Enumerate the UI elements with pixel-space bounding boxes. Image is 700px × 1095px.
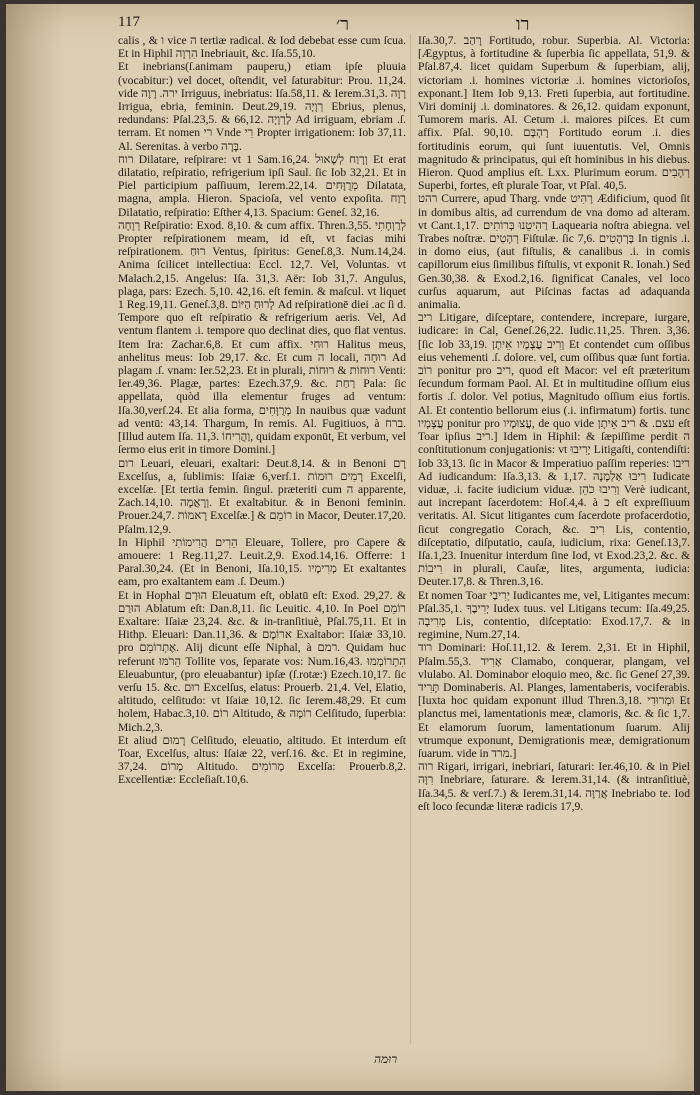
- running-head-center: ר׳: [336, 14, 349, 34]
- book-page: [6, 4, 694, 1091]
- paragraph: רְוָחָה Reſpiratio: Exod. 8,10. & cum affix. Thren.3,55. לְרַוְחָתִי Propter reſpirationem meam, id eſt, vt facias mihi reſpirationem. רוּחַ Ventus, ſpiritus: Geneſ.8,3. Num.14,24. Anima ſcilicet intellectiua: Eccl. 12,7. Vel, Voluntas. vt Malach.2,15. Angelus: Iſa. 31,3. Aër: Iob 31,7. Angulus, plaga, pars: Ezech. 5,10. 42,16. eſt femin. & maſcul. vt liquet 1 Reg.19,11. Geneſ.3,8. לְרוּחַ הַיּוֹם Ad reſpirationē diei .ac ſi d. Tempore quo eſt reſpiratio & refrigerium aeris. Vel, Ad ventum flantem .i. tempore quo declinat dies, quo flat ventus. Item Ira: Zachar.6,8. Et cum affix. רוּחִי Halitus meus, anhelitus meus: Iob 29,17. &c. Et cum ה locali, רוּחָה Ad plagam .ſ. vnam: Ier.52,23. Et in plurali, רוּחוֹת & רוּחוֹת Venti: Ier.49,36. Plagæ, partes: Ezech.37,9. &c. רַחַת Pala: ſic appellata, quòd illa elementur fruges ad ventum: Iſa.30,verſ.24. Et alia forma, מְרֻוָּחִים In nauibus quæ vadunt ad ventū: 43,14. Thargum, In remis. Al. Fugitiuos, à ברח. [Illud autem Iſa. 11,3. וַהֲרִיחוֹ, quidam exponūt, Et verbum, vel ſermo eius erit in timore Domini.]: [118, 218, 406, 457]
- running-head-right: רו: [516, 14, 530, 34]
- paragraph: ריב Litigare, diſceptare, contendere, increpare, iurgare, iudicare: in Cal, Geneſ.26,22. Iudic.11,25. Thren. 3,36. [ſic Iob 33,19. וְרִיב עֲצָמָיו אֵיתָן Et contendet cum oſſibus eius vehementi .ſ. dolore. vel, cum oſſibus quæ ſunt fortia. רוֹב ponitur pro ריב, quod eſt Macor: vel eſt præteritum ſecundum formam Paol. Al. Et in multitudine oſſium eius fortis .ſ. dolor. Vel potius, Magnitudo oſſium eius fortis. Al. Et contentio bellorum eius (.i. infirmatum) fortis. tunc עֲצָמָיו ponitur pro עֲצוּמָיו, de quo vide עצם. & ריב אֵיתָן eſt Toar ipſius ריב.] Idem in Hiphil: & ſæpiſſime perdit ה conſtitutionum conjugationis: vt יָרִיבוּ Litigaſti, contendiſti: Iob 33,13. ſic in Macor & Imperatiuo paſſim reperies: ריבו Ad iudicandum: Iſa.3,13. & 1,17. רִיבוּ אַלְמָנָה Iudicate viduæ, .i. facite iudicium viduæ. וְרִיבוּ כֹהֵן Verè iudicant, aut increpant ſacerdotem: Hoſ.4,4. à כ eſt expreſſiuum veritatis. Al. Sicut litigantes cum ſacerdote profacerdotio, ſicut congregatio Corach, &c. רִיב Lis, contentio, diſceptatio, diſputatio, cauſa, iudicium, rixa: Geneſ.13,7. Iſa.1,23. Inuenitur interdum ſine Iod, vt Exod.23,2. &c. & רִיבוֹת in plurali, Cauſæ, lites, argumenta, iudicia: Deuter.17,8. & Thren.3,16.: [418, 311, 690, 589]
- paragraph: Et inebrians(ſ.animam pauperu,) etiam ipſe pluuia (vocabitur:) vel docet, oſtendit, vel ſaturabitur: Prou. 11,24. vide ירה. רָוֶה Irriguus, inebriatus: Iſa.58,11. & Ierem.31,3. רָוָה Irrigua, ebria, feminin. Deut.29,19. רְוָיָה Ebrius, plenus, redundans: Pſal.23,5. & 66,12. לָרְוָיָה Ad irriguam, ebriam .ſ. terram. Et nomen רי Vnde רִי Propter irrigationem: Iob 37,11. Al. Serenitas. à verbo בָּרָה.: [118, 60, 406, 153]
- page-number: 117: [118, 14, 140, 30]
- right-column: [418, 34, 690, 1044]
- paragraph: Et in Hophal הוּרַם Eleuatum eſt, oblatū eſt: Exod. 29,27. & הוּרַם Ablatum eſt: Dan.8,11. ſic Leuitic. 4,10. In Poel רוֹמֵם Exaltare: Iſaiæ 23,24. &c. & in-tranſitiuè, Pſal.75,11. Et in Hithp. Eleuari: Dan.11,36. & ארוֹמָם Exaltabor: Iſaiæ 33,10. pro אֶתְרוֹמֵם. Alij dicunt eſſe Niphal, à רמם. Quidam huc referunt הֵרֹמּוּ Tollite vos, ſeparate vos: Num.16,43. הִתְרוֹמְמוּ Eleuabuntur, (pro eleuabantur) ipſæ (ſ.rotæ:) Ezech.10,17. ſic verſu 15. &c. רוּם Excelſus, elatus: Prouerb. 21,4. Vel, Elatio, altitudo, celſitudo: vt Iſaiæ 10,12. ſic Ierem.48,29. Et cum holem, Habac.3,10. רוֹם Altitudo, & רוֹמָה Celſitudo, ſuperbia: Mich.2,3.: [118, 588, 406, 734]
- paragraph: רוד Dominari: Hoſ.11,12. & Ierem. 2,31. Et in Hiphil, Pſalm.55,3. אָרִיד Clamabo, conquerar, plangam, vel vlulabo. Al. Dominabor eloquio meo, &c. ſic Geneſ 27,39. תָּרִיד Dominaberis. Al. Planges, lamentaberis, vociferabis. [Iuxta hoc quidam exponunt illud Thren.3,18. וּמְרוּדִי Et planctus mei, lamentationis meæ, clamoris, &c. & ſic 1,7. Et elamorum ſuorum, lamentationum ſuarum. Alij vtrumque exponunt, Demigrationis meæ, demigrationum ſuarum. vide in מרד.]: [418, 641, 690, 760]
- paragraph: רוח Dilatare, reſpirare: vt 1 Sam.16,24. וְרָוַח לְשָׁאוּל Et erat dilatatio, reſpiratio, refrigerium ipſi Saul. ſic Iob 32,21. Et in Piel participium paſſiuum, Ierem.22,14. מְרֻוָּחִים Dilatata, magna, ampla. Hieron. Spacioſa, vel vento expoſita. רֶוַח Dilatatio, reſpiratio: Eſther 4,13. Spacium: Geneſ. 32,16.: [118, 152, 406, 219]
- paragraph: Et nomen Toar יְרִיבַי Iudicantes me, vel, Litigantes mecum: Pſal.35,1. יְרִיבֶךָ Iudex tuus. vel Litigans tecum: Iſa.49,25. מְרִיבָה Lis, contentio, diſceptatio: Exod.17,7. & in regimine, Num.27,14.: [418, 588, 690, 642]
- paragraph: רוה Rigari, irrigari, inebriari, ſaturari: Ier.46,10. & in Piel רִוָּה Inebriare, ſaturare. & Ierem.31,14. (& intranſitiuè, Iſa.34,5. & verſ.7.) & Ierem.31,14. אֲרַוֶּה Inebriabo te. Iod eſt loco ſecundæ literæ radicis 17,9.: [418, 760, 690, 813]
- left-column: [118, 34, 406, 1044]
- paragraph: calis , & ו vice ה tertiæ radical. & Iod debebat esse cum ſcua. Et in Hiphil הִרְוָה Inebriauit, &c. Iſa.55,10.: [118, 34, 406, 61]
- paragraph: Et aliud רָמוּם Celſitudo, eleuatio, altitudo. Et interdum eſt Toar, Excelſus, altus: Iſaiæ 22, verſ.16. &c. Et in regimine, 37,24. מָרוֹם Altitudo. מְרוֹמִים Excelſa: Prouerb.8,2. Excellentiæ: Eccleſiaſt.10,6.: [118, 733, 406, 787]
- paragraph: רהט Currere, apud Tharg. vnde רָהִיט Ædificium, quod ſit in domibus altis, ad currendum de vna domo ad alteram. vt Cant.1,17. רַהִיטֵנוּ בְּרוֹתִים Laquearia noſtra abiegna. vel Trabes noſtræ. רְהָטִים Fiſtulæ. ſic 7,6. בָּרְהָטִים In tignis .i. in domo eius, (aut fiſtulis, & canalibus .i. in comis capillorum eius ſimilibus fiſtulis, vt exponit R. Ionah.) Sed Gen.30,38. & Exod.2,16. ſignificat Canales, vel loco curſus aquarum, aut Piſcinas factas ad adaquanda animalia.: [418, 192, 690, 312]
- column-gutter: [410, 34, 411, 1044]
- paragraph: רום Leuari, eleuari, exaltari: Deut.8,14. & in Benoni רָם Excelſus, a, ſublimis: Iſaiæ 6,verſ.1. רָמִים רוּמוֹת Excelſi, excelſæ. [Et tertia femin. ſingul. præteriti cum ה apparente, Zach.14,10. וְרָאֲמָה. Et exaltabitur. & in Benoni feminin. Prouer.24,7. רָאמוֹת Excelſæ.] & רוֹמֵם in Macor, Deuter.17,20. Pſalm.12,9.: [118, 456, 406, 536]
- catchword: רוּמה: [374, 1052, 398, 1066]
- paragraph: In Hiphil הֵרִים הֲרִימוֹתִי Eleuare, Tollere, pro Capere & amouere: 1 Reg.11,27. Leuit.2,9. Exod.14,16. Offerre: 1 Paral.30,24. (Et in Benoni, Iſa.10,15. מְרִימָיו Et exaltantes eam, pro exaltantem eam .ſ. Deum.): [118, 535, 406, 589]
- page-binding-shadow: [6, 4, 66, 1091]
- paragraph: Iſa.30,7. רָהַב Fortitudo, robur. Superbia. Al. Victoria: [Ægyptus, à fortitudine & ſuperbia ſic appellata, 51,9. & Pſal.87,4. licet quidam Superbum & ſuperbiam, alij, victoriam .i. homines victoriæ .i. homines victorioſos, exponant.] Item Iob 9,13. Freti ſuperbia, aut fortitudine. Viri dominij .i. dominatores. & 26,12. quidam exponunt, Tumorem maris. Al. Cetum .i. maiores piſces. Et cum affix. Pſal. 90,10. רָהְבָּם Fortitudo eorum .i. dies fortitudinis eorum, qui ſunt iuuentutis. Vel, Omnis magnitudo & principatus, qui eſt hominibus in his diebus. Hieron. Quod amplius eſt. Lxx. Plurimum eorum. רְהָבִים Superbi, fortes, eſt plurale Toar, vt Pſal. 40,5.: [418, 34, 690, 193]
